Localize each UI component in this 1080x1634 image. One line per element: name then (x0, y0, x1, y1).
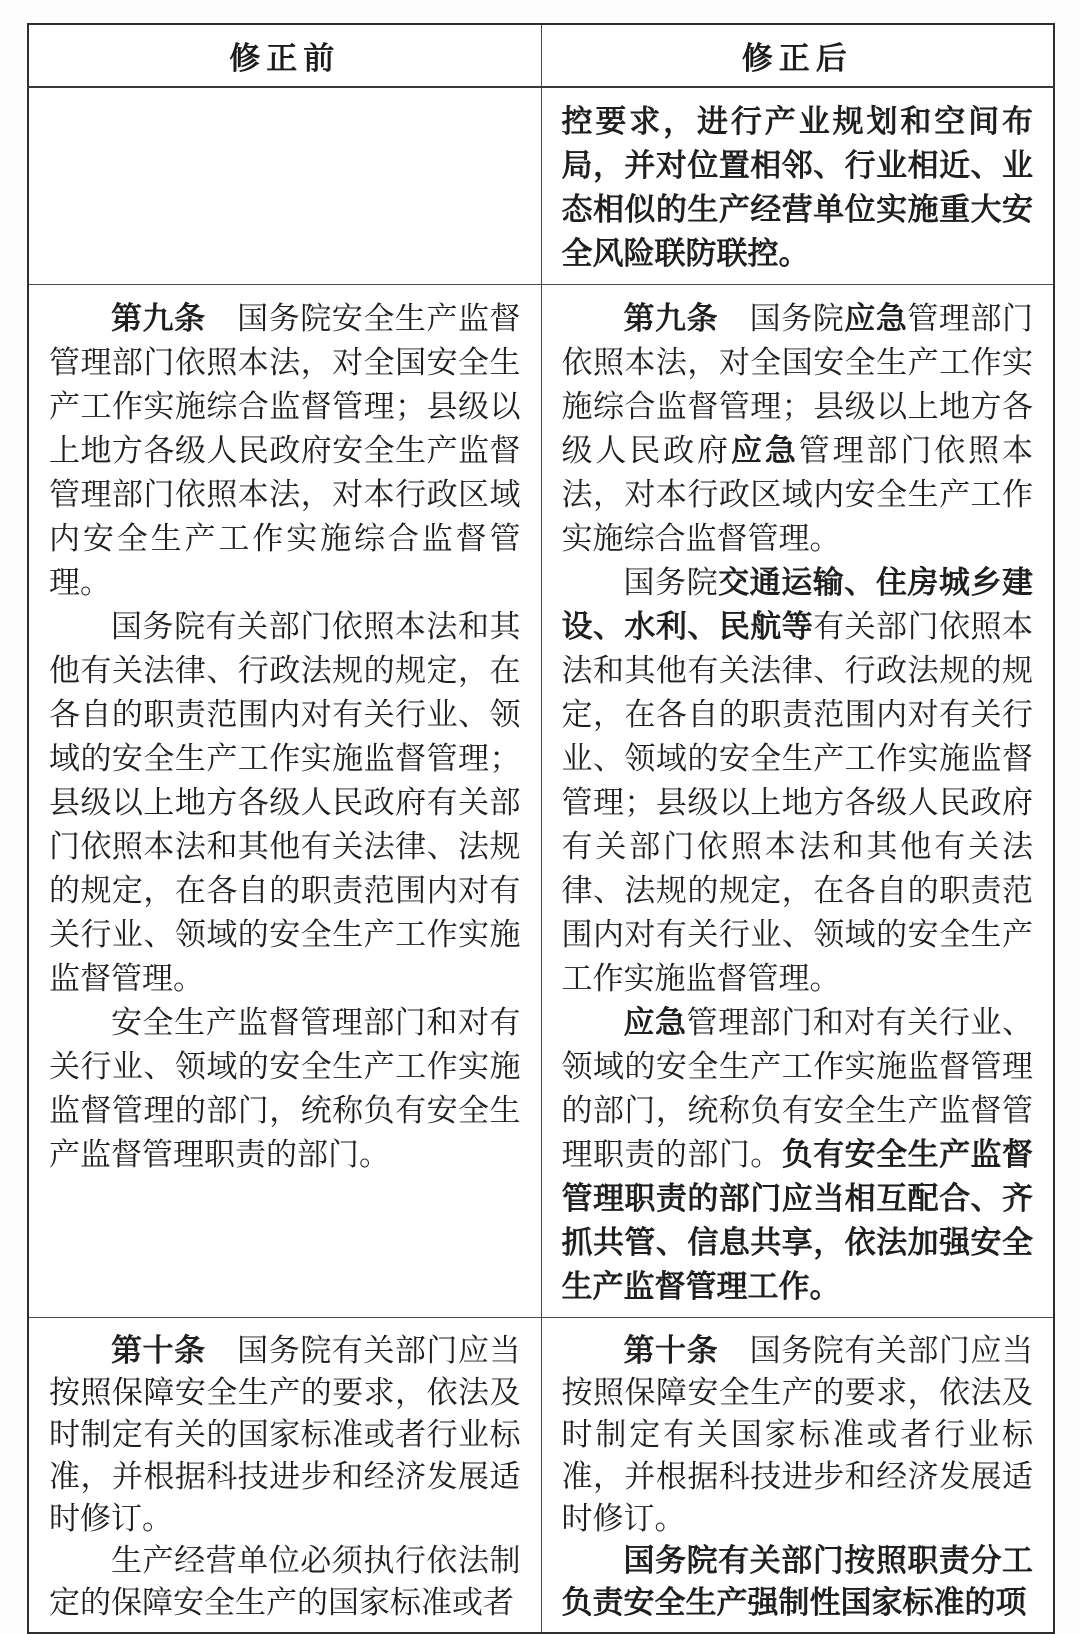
bold-text-run: 第十条 (111, 1333, 206, 1368)
text-run: 管理部门依照本法，对全国安全生产工作实施综合监督管理；县级以上地方各级人民政府 (561, 301, 1034, 468)
document-page (27, 23, 1055, 1620)
paragraph (49, 297, 521, 605)
paragraph (562, 1330, 1034, 1540)
bold-text-run: 第九条 (111, 301, 206, 336)
amendment-comparison-table (27, 23, 1055, 1634)
cell-before (28, 285, 541, 1318)
paragraph (562, 561, 1034, 1001)
text-run: 管理部门和对有关行业、领域的安全生产工作实施监督管理的部门，统称负有安全生产监督管理职责的部门。 (561, 1005, 1034, 1172)
bold-text-run: 国务院有关部门按照职责分工负责安全生产强制性国家标准的项 (561, 1543, 1033, 1620)
bold-text-run: 应急 (844, 301, 908, 336)
text-run: 管理部门依照本法，对本行政区域内安全生产工作实施综合监督管理。 (561, 433, 1034, 556)
table-row (28, 1318, 1054, 1634)
column-header-after: 修正后 (541, 24, 1054, 87)
cell-before (28, 1318, 541, 1634)
bold-text-run: 交通运输、住房城乡建设、水利、民航等 (561, 565, 1033, 644)
text-run: 国务院有关部门依照本法和其他有关法律、行政法规的规定，在各自的职责范围内对有关行业、领域的安全生产工作实施监督管理；县级以上地方各级人民政府有关部门依照本法和其他有关法律、法规的规定，在各自的职责范围内对有关行业、领域的安全生产工作实施监督管理。 (49, 609, 521, 996)
header-row (28, 24, 1054, 87)
paragraph (49, 1330, 521, 1540)
paragraph (562, 100, 1034, 276)
table-row (28, 87, 1054, 285)
paragraph (562, 1001, 1034, 1309)
paragraph (49, 1540, 521, 1624)
table-header (28, 24, 1054, 87)
bold-text-run: 应急 (730, 433, 799, 468)
text-run: 生产经营单位必须执行依法制定的保障安全生产的国家标准或者 (49, 1543, 521, 1620)
text-run: 安全生产监督管理部门和对有关行业、领域的安全生产工作实施监督管理的部门，统称负有安全生产监督管理职责的部门。 (49, 1005, 521, 1172)
paragraph (562, 1540, 1034, 1624)
paragraph (49, 1001, 521, 1177)
text-run: 国务院安全生产监督管理部门依照本法，对全国安全生产工作实施综合监督管理；县级以上地方各级人民政府安全生产监督管理部门依照本法，对本行政区域内安全生产工作实施综合监督管理。 (49, 301, 521, 600)
text-run: 国务院有关部门应当按照保障安全生产的要求，依法及时制定有关国家标准或者行业标准，并根据科技进步和经济发展适时修订。 (561, 1333, 1033, 1536)
bold-text-run: 第十条 (623, 1333, 719, 1368)
cell-after (541, 87, 1054, 285)
text-run: 国务院 (623, 565, 719, 600)
column-header-before: 修正前 (28, 24, 541, 87)
bold-text-run: 控要求，进行产业规划和空间布局，并对位置相邻、行业相近、业态相似的生产经营单位实施重大安全风险联防联控。 (561, 104, 1033, 271)
paragraph (49, 605, 521, 1001)
cell-after (541, 285, 1054, 1318)
text-run: 有关部门依照本法和其他有关法律、行政法规的规定，在各自的职责范围内对有关行业、领域的安全生产工作实施监督管理；县级以上地方各级人民政府有关部门依照本法和其他有关法律、法规的规定，在各自的职责范围内对有关行业、领域的安全生产工作实施监督管理。 (561, 609, 1034, 996)
text-run: 国务院有关部门应当按照保障安全生产的要求，依法及时制定有关的国家标准或者行业标准，并根据科技进步和经济发展适时修订。 (49, 1333, 521, 1536)
table-row (28, 285, 1054, 1318)
text-run: 国务院 (718, 301, 845, 336)
bold-text-run: 应急 (623, 1005, 687, 1040)
paragraph (562, 297, 1034, 561)
bold-text-run: 负有安全生产监督管理职责的部门应当相互配合、齐抓共管、信息共享，依法加强安全生产监督管理工作。 (561, 1137, 1033, 1304)
cell-before (28, 87, 541, 285)
bold-text-run: 第九条 (623, 301, 719, 336)
cell-after (541, 1318, 1054, 1634)
table-body (28, 87, 1054, 1633)
